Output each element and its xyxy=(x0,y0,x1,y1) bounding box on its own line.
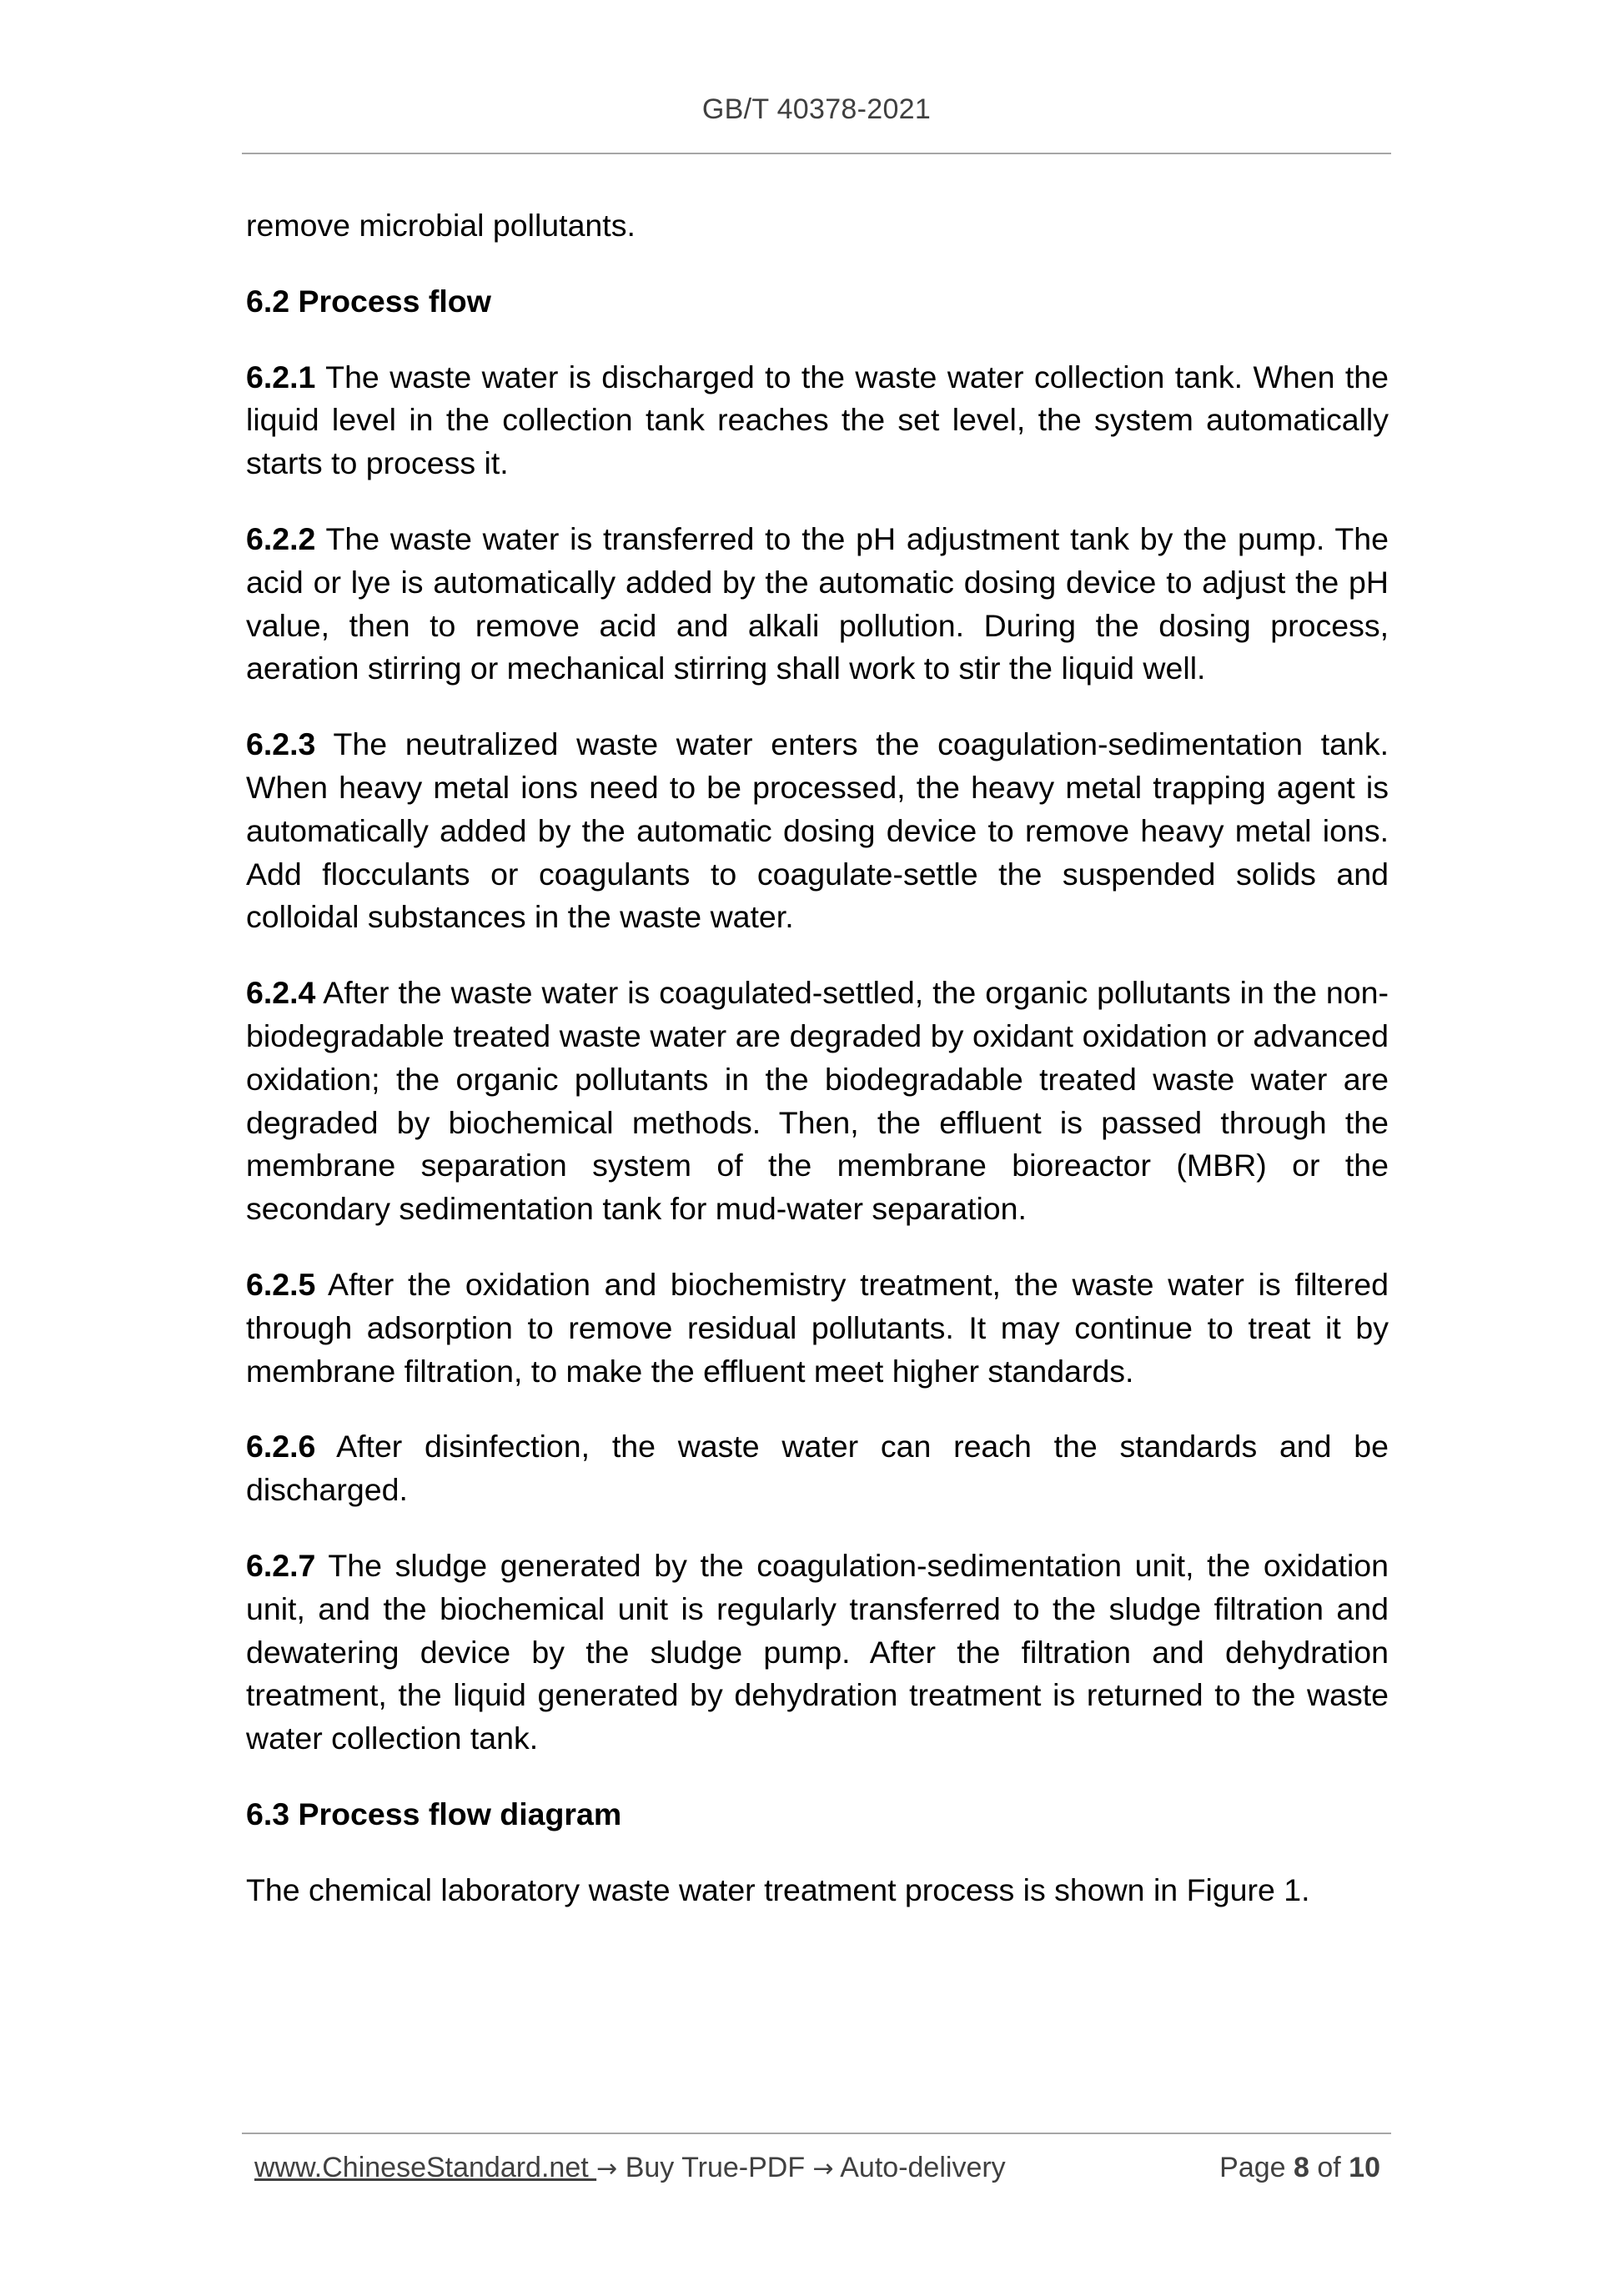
clause-text: After disinfection, the waste water can reach the standards and be discharged. xyxy=(246,1429,1389,1508)
clause-text: The waste water is transferred to the pH adjustment tank by the pump. The acid or lye is automatically added by the automatic dosing device to adjust the pH value, then to remove acid and alkali pollution. During the dosing process, aeration stirring or mechanical stirring shall work to stir the liquid well. xyxy=(246,520,1389,686)
document-body xyxy=(246,204,1389,1945)
section-heading-6-3: 6.3 Process flow diagram xyxy=(246,1796,622,1831)
clause-text: The sludge generated by the coagulation-sedimentation unit, the oxidation unit, and the biochemical unit is regularly transferred to the sludge filtration and dewatering device by the sludge pump. After the filtration and dehydration treatment, the liquid generated by dehydration treatment is returned to the waste water collection tank. xyxy=(246,1547,1389,1756)
page-total: 10 xyxy=(1349,2152,1380,2183)
clause-6-2-1 xyxy=(246,356,1389,485)
auto-delivery-text: Auto-delivery xyxy=(833,2152,1006,2183)
buy-true-pdf-text: Buy True-PDF xyxy=(617,2152,813,2183)
intro-fragment: remove microbial pollutants. xyxy=(246,208,636,243)
section-6-3-text: The chemical laboratory waste water treatment process is shown in Figure 1. xyxy=(246,1871,1310,1907)
clause-6-2-6 xyxy=(246,1425,1389,1512)
header-divider xyxy=(242,153,1391,154)
clause-text: The neutralized waste water enters the coagulation-sedimentation tank. When heavy metal ions need to be processed, the heavy metal trapping agent is automatically added by the automatic dosing device to remove heavy metal ions. Add flocculants or coagulants to coagulate-settle the suspended solids and colloidal substances in the waste water. xyxy=(246,726,1389,935)
arrow-right-icon: → xyxy=(812,2154,834,2183)
clause-number: 6.2.4 xyxy=(246,975,316,1011)
clause-number: 6.2.6 xyxy=(246,1429,316,1465)
clause-number: 6.2.1 xyxy=(246,359,316,394)
chinesestandard-link[interactable]: www.ChineseStandard.net xyxy=(254,2152,597,2183)
section-heading-6-2: 6.2 Process flow xyxy=(246,283,491,319)
clause-6-2-5 xyxy=(246,1264,1389,1393)
clause-text: The waste water is discharged to the waste water collection tank. When the liquid level in the collection tank reaches the set level, the system automatically starts to process it. xyxy=(246,359,1389,481)
clause-6-2-7 xyxy=(246,1545,1389,1761)
footer-promo xyxy=(254,2152,1006,2184)
clause-text: After the waste water is coagulated-settled, the organic pollutants in the non-biodegradable treated waste water are degraded by oxidant oxidation or advanced oxidation; the organic pollutants in the biodegradable treated waste water are degraded by biochemical methods. Then, the effluent is passed through the membrane separation system of the membrane bioreactor (MBR) or the secondary sedimentation tank for mud-water separation. xyxy=(246,975,1389,1227)
document-header-title: GB/T 40378-2021 xyxy=(701,93,932,125)
clause-6-2-2 xyxy=(246,518,1389,691)
clause-6-2-4 xyxy=(246,972,1389,1231)
clause-number: 6.2.5 xyxy=(246,1266,316,1302)
footer-divider xyxy=(242,2133,1391,2134)
page-label: Page xyxy=(1219,2152,1294,2183)
clause-text: After the oxidation and biochemistry treatment, the waste water is filtered through adsorption to remove residual pollutants. It may continue to treat it by membrane filtration, to make the effluent meet higher standards. xyxy=(246,1266,1389,1389)
page-indicator xyxy=(1219,2152,1380,2184)
page-current: 8 xyxy=(1294,2152,1309,2183)
clause-6-2-3 xyxy=(246,723,1389,939)
clause-number: 6.2.2 xyxy=(246,520,316,556)
of-label: of xyxy=(1309,2152,1349,2183)
clause-number: 6.2.3 xyxy=(246,726,316,762)
arrow-right-icon: → xyxy=(596,2154,618,2183)
clause-number: 6.2.7 xyxy=(246,1547,316,1583)
